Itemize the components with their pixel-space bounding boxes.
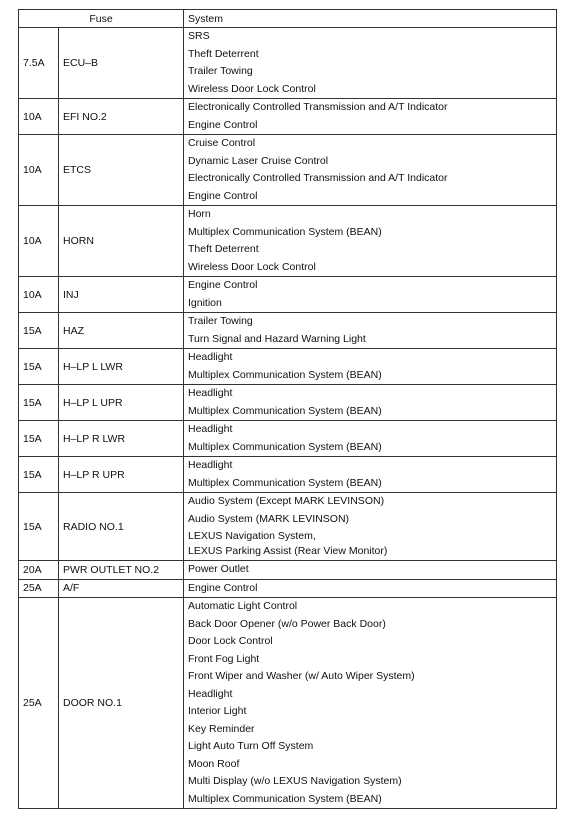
fuse-amperage: 15A bbox=[19, 349, 59, 385]
system-list bbox=[184, 421, 557, 457]
fuse-name: H–LP L LWR bbox=[59, 349, 184, 385]
system-item: SRS bbox=[188, 30, 210, 42]
system-list bbox=[184, 277, 557, 313]
table-row bbox=[19, 135, 557, 206]
table-row bbox=[19, 313, 557, 349]
system-item: Cruise Control bbox=[188, 137, 256, 149]
system-item: Dynamic Laser Cruise Control bbox=[188, 154, 329, 167]
system-item: Door Lock Control bbox=[188, 635, 273, 647]
system-item: Turn Signal and Hazard Warning Light bbox=[188, 332, 366, 345]
system-list bbox=[184, 561, 557, 580]
system-list bbox=[184, 385, 557, 421]
table-row bbox=[19, 206, 557, 277]
system-item: Headlight bbox=[188, 387, 233, 399]
system-item: Headlight bbox=[188, 423, 233, 435]
system-column-header: System bbox=[184, 10, 557, 28]
system-item: Multiplex Communication System (BEAN) bbox=[188, 225, 382, 238]
system-item: Engine Control bbox=[188, 279, 258, 291]
system-list bbox=[184, 135, 557, 206]
fuse-column-header: Fuse bbox=[19, 10, 184, 28]
system-list bbox=[184, 493, 557, 561]
table-body bbox=[19, 28, 557, 809]
fuse-amperage: 10A bbox=[19, 99, 59, 135]
fuse-amperage: 25A bbox=[19, 598, 59, 809]
system-item: Interior Light bbox=[188, 705, 247, 717]
system-list bbox=[184, 579, 557, 598]
table-row bbox=[19, 579, 557, 598]
fuse-name: H–LP R UPR bbox=[59, 457, 184, 493]
system-list bbox=[184, 28, 557, 99]
fuse-name: A/F bbox=[59, 579, 184, 598]
system-item: Wireless Door Lock Control bbox=[188, 82, 316, 95]
fuse-name: RADIO NO.1 bbox=[59, 493, 184, 561]
system-item: Multi Display (w/o LEXUS Navigation System) bbox=[188, 775, 402, 787]
system-item: Audio System (MARK LEVINSON) bbox=[188, 512, 350, 525]
table-row bbox=[19, 561, 557, 580]
fuse-amperage: 10A bbox=[19, 206, 59, 277]
fuse-amperage: 15A bbox=[19, 385, 59, 421]
system-item: Wireless Door Lock Control bbox=[188, 260, 316, 273]
fuse-name: EFI NO.2 bbox=[59, 99, 184, 135]
fuse-name: HAZ bbox=[59, 313, 184, 349]
fuse-name: ETCS bbox=[59, 135, 184, 206]
system-item: Headlight bbox=[188, 459, 233, 471]
fuse-table bbox=[18, 9, 557, 809]
system-item: Theft Deterrent bbox=[188, 47, 259, 60]
fuse-amperage: 20A bbox=[19, 561, 59, 580]
system-item: Theft Deterrent bbox=[188, 243, 259, 255]
fuse-amperage: 7.5A bbox=[19, 28, 59, 99]
system-item: Ignition bbox=[188, 296, 222, 309]
table-row bbox=[19, 421, 557, 457]
system-list bbox=[184, 99, 557, 135]
fuse-amperage: 15A bbox=[19, 493, 59, 561]
system-list bbox=[184, 349, 557, 385]
system-item: Multiplex Communication System (BEAN) bbox=[188, 792, 382, 805]
system-item: Automatic Light Control bbox=[188, 600, 298, 612]
system-list bbox=[184, 598, 557, 809]
system-item: Multiplex Communication System (BEAN) bbox=[188, 404, 382, 417]
system-item: Multiplex Communication System (BEAN) bbox=[188, 368, 382, 381]
system-item: Trailer Towing bbox=[188, 65, 253, 77]
system-item: Power Outlet bbox=[188, 563, 249, 575]
system-item: Back Door Opener (w/o Power Back Door) bbox=[188, 617, 386, 630]
system-item: Headlight bbox=[188, 351, 233, 363]
table-row bbox=[19, 99, 557, 135]
system-item: Light Auto Turn Off System bbox=[188, 740, 314, 752]
fuse-amperage: 15A bbox=[19, 421, 59, 457]
table-row bbox=[19, 385, 557, 421]
table-row bbox=[19, 277, 557, 313]
fuse-amperage: 15A bbox=[19, 313, 59, 349]
system-item: Front Fog Light bbox=[188, 652, 260, 665]
system-list bbox=[184, 457, 557, 493]
table-header bbox=[19, 10, 557, 28]
header-row bbox=[19, 10, 557, 28]
table-row bbox=[19, 349, 557, 385]
system-item: Engine Control bbox=[188, 189, 258, 202]
system-item: Electronically Controlled Transmission and A/T Indicator bbox=[188, 172, 448, 184]
system-item: Electronically Controlled Transmission and A/T Indicator bbox=[188, 101, 448, 113]
system-item: Audio System (Except MARK LEVINSON) bbox=[188, 495, 385, 507]
fuse-amperage: 10A bbox=[19, 277, 59, 313]
fuse-name: H–LP R LWR bbox=[59, 421, 184, 457]
system-item: Multiplex Communication System (BEAN) bbox=[188, 476, 382, 489]
fuse-amperage: 10A bbox=[19, 135, 59, 206]
system-item: Moon Roof bbox=[188, 757, 240, 770]
fuse-name: DOOR NO.1 bbox=[59, 598, 184, 809]
system-item: Trailer Towing bbox=[188, 315, 253, 327]
fuse-name: PWR OUTLET NO.2 bbox=[59, 561, 184, 580]
table-row bbox=[19, 598, 557, 809]
table-row bbox=[19, 28, 557, 99]
fuse-name: HORN bbox=[59, 206, 184, 277]
system-item: Engine Control bbox=[188, 118, 258, 131]
system-item: Engine Control bbox=[188, 581, 258, 594]
fuse-name: ECU–B bbox=[59, 28, 184, 99]
fuse-amperage: 25A bbox=[19, 579, 59, 598]
system-item: Headlight bbox=[188, 687, 233, 700]
system-list bbox=[184, 313, 557, 349]
system-item: Key Reminder bbox=[188, 722, 255, 735]
system-item: Multiplex Communication System (BEAN) bbox=[188, 440, 382, 453]
fuse-name: H–LP L UPR bbox=[59, 385, 184, 421]
system-item: Front Wiper and Washer (w/ Auto Wiper System) bbox=[188, 670, 415, 682]
table-row bbox=[19, 493, 557, 561]
fuse-amperage: 15A bbox=[19, 457, 59, 493]
system-item: Horn bbox=[188, 208, 211, 220]
table-row bbox=[19, 457, 557, 493]
system-list bbox=[184, 206, 557, 277]
system-item: LEXUS Navigation System, LEXUS Parking Assist (Rear View Monitor) bbox=[188, 530, 388, 557]
fuse-name: INJ bbox=[59, 277, 184, 313]
